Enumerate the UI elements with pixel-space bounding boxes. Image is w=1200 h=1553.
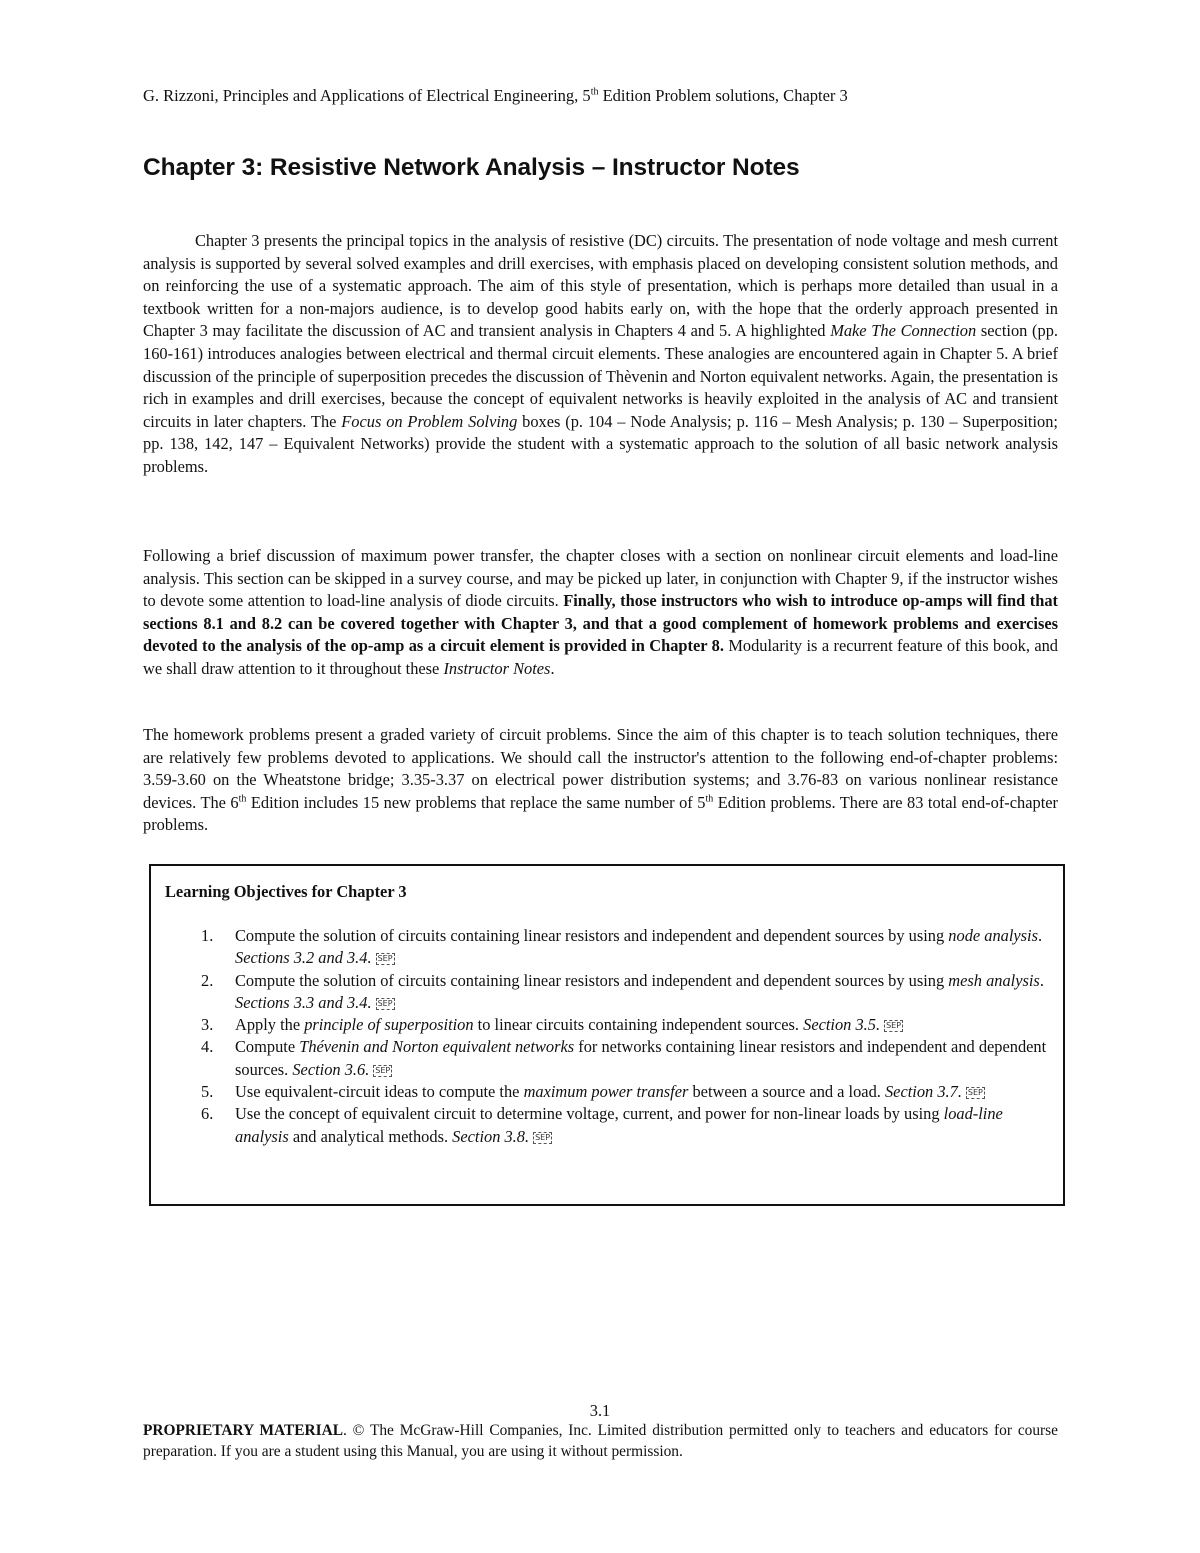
- objective-item: [187, 970, 1047, 1015]
- objective-section: Section 3.7.: [884, 1082, 962, 1102]
- learning-objectives-list: [187, 925, 1047, 1148]
- objective-text: .: [1039, 970, 1044, 990]
- sep-glyph-icon: SEP: [377, 998, 393, 1008]
- footer-text: . © The McGraw-Hill Companies, Inc. Limited distribution permitted only to teachers and educators for course preparation. If you are a student using this Manual, you are using it without permission.: [143, 1422, 1058, 1460]
- objective-italic: load-line analysis: [235, 1104, 1003, 1146]
- objective-number: 6.: [201, 1104, 214, 1124]
- paragraph-text: Edition includes 15 new problems that replace the same number of 5: [246, 792, 706, 812]
- objective-text: Compute the solution of circuits containing linear resistors and independent and dependent sources by using: [235, 926, 949, 945]
- learning-objectives-box: [149, 864, 1065, 1206]
- sep-glyph-icon: SEP: [377, 954, 393, 964]
- bold-text: Finally, those instructors who wish to introduce op-amps will find that sections 8.1 and 8.2 can be covered together with Chapter 3, and that a good complement of homework problems and exercises devoted to the analysis of the op-amp as a circuit element is provided in Chapter 8.: [143, 591, 1058, 656]
- objective-number: 1.: [201, 926, 214, 945]
- italic-text: Focus on Problem Solving: [341, 411, 518, 431]
- objective-text: and analytical methods.: [288, 1126, 453, 1146]
- nonlinear-paragraph: [143, 545, 1058, 681]
- learning-objectives-title: Learning Objectives for Chapter 3: [165, 882, 407, 901]
- superscript: th: [238, 793, 247, 805]
- objective-section: Section 3.5.: [803, 1015, 881, 1035]
- objective-italic: Thévenin and Norton equivalent networks: [299, 1037, 575, 1057]
- objective-number: 5.: [201, 1082, 214, 1102]
- objective-italic: node analysis: [948, 926, 1038, 945]
- sep-glyph-icon: SEP: [967, 1088, 983, 1098]
- objective-text: .: [1037, 926, 1043, 945]
- objective-italic: maximum power transfer: [523, 1082, 689, 1102]
- paragraph-text: section (pp. 160-161) introduces analogies between electrical and thermal circuit elements. These analogies are encountered again in Chapter 5. A brief discussion of the principle of superposition precedes the discussion of Thèvenin and Norton equivalent networks. Again, the presentation is rich in examples and drill exercises, because the concept of equivalent networks is heavily exploited in the analysis of AC and transient circuits in later chapters. The: [143, 321, 1058, 431]
- objective-text: Apply the: [235, 1015, 305, 1035]
- footer-bold: PROPRIETARY MATERIAL: [143, 1422, 343, 1439]
- italic-text: Make The Connection: [830, 321, 977, 341]
- superscript: th: [705, 793, 714, 805]
- objective-number: 3.: [201, 1015, 214, 1035]
- objective-section: Sections 3.3 and 3.4.: [235, 992, 372, 1012]
- paragraph-text: Edition problems. There are 83 total end-of-chapter problems.: [143, 792, 1058, 835]
- objective-item: [187, 1081, 1047, 1103]
- objective-text: Compute: [235, 1037, 300, 1057]
- objective-text: between a source and a load.: [688, 1082, 885, 1102]
- sep-glyph-icon: SEP: [375, 1065, 391, 1075]
- running-head-superscript: th: [590, 86, 599, 98]
- objective-italic: principle of superposition: [304, 1015, 474, 1035]
- objective-item: [187, 925, 1047, 970]
- objective-item: [187, 1014, 1047, 1036]
- paragraph-text: Following a brief discussion of maximum power transfer, the chapter closes with a section on nonlinear circuit elements and load-line analysis. This section can be skipped in a survey course, and may be picked up later, in conjunction with Chapter 9, if the instructor wishes to devote some attention to load-line analysis of diode circuits.: [143, 546, 1058, 611]
- page-number: 3.1: [589, 1401, 611, 1420]
- objective-item: [187, 1103, 1047, 1148]
- paragraph-text: The homework problems present a graded variety of circuit problems. Since the aim of this chapter is to teach solution techniques, there are relatively few problems devoted to applications. We should call the instructor's attention to the following end-of-chapter problems: 3.59-3.60 on the Wheatstone bridge; 3.35-3.37 on electrical power distribution systems; and 3.76-83 on various nonlinear resistance devices. The 6: [143, 725, 1058, 812]
- objective-number: 4.: [201, 1037, 214, 1057]
- sep-glyph-icon: SEP: [886, 1021, 902, 1031]
- chapter-title: Chapter 3: Resistive Network Analysis – Instructor Notes: [143, 154, 800, 181]
- objective-text: Compute the solution of circuits containing linear resistors and independent and dependent sources by using: [235, 970, 949, 990]
- paragraph-text: Modularity is a recurrent feature of this book, and we shall draw attention to it throughout these: [143, 636, 1059, 678]
- intro-paragraph: [143, 230, 1058, 479]
- objective-section: Section 3.8.: [452, 1126, 530, 1146]
- running-head-text-end: Edition Problem solutions, Chapter 3: [598, 86, 848, 105]
- objective-text: to linear circuits containing independent sources.: [473, 1015, 804, 1035]
- objective-text: for networks containing linear resistors and independent and dependent sources.: [235, 1037, 1047, 1079]
- objective-number: 2.: [201, 970, 214, 990]
- objective-section: Sections 3.2 and 3.4.: [235, 948, 372, 968]
- paragraph-text: Chapter 3 presents the principal topics in the analysis of resistive (DC) circuits. The presentation of node voltage and mesh current analysis is supported by several solved examples and drill exercises, with emphasis placed on developing consistent solution methods, and on reinforcing the use of a systematic approach. The aim of this style of presentation, which is perhaps more detailed than usual in a textbook written for a non-majors audience, is to develop good habits early on, with the hope that the orderly approach presented in Chapter 3 may facilitate the discussion of AC and transient analysis in Chapters 4 and 5. A highlighted: [143, 231, 1058, 341]
- paragraph-text: boxes (p. 104 – Node Analysis; p. 116 – Mesh Analysis; p. 130 – Superposition; pp. 138, 142, 147 – Equivalent Networks) provide the student with a systematic approach to the solution of all basic network analysis problems.: [143, 411, 1058, 476]
- sep-glyph-icon: SEP: [535, 1132, 551, 1142]
- paragraph-text: .: [550, 658, 555, 678]
- objective-item: [187, 1036, 1047, 1081]
- objective-italic: mesh analysis: [948, 970, 1040, 990]
- running-head: [143, 86, 1063, 106]
- objective-section: Section 3.6.: [292, 1059, 370, 1079]
- proprietary-footer: [143, 1421, 1058, 1462]
- objective-text: Use the concept of equivalent circuit to determine voltage, current, and power for non-linear loads by using: [235, 1104, 944, 1124]
- homework-paragraph: [143, 724, 1058, 837]
- italic-text: Instructor Notes: [443, 658, 551, 678]
- running-head-text: G. Rizzoni, Principles and Applications of Electrical Engineering, 5: [143, 86, 591, 105]
- objective-text: Use equivalent-circuit ideas to compute the: [235, 1082, 524, 1102]
